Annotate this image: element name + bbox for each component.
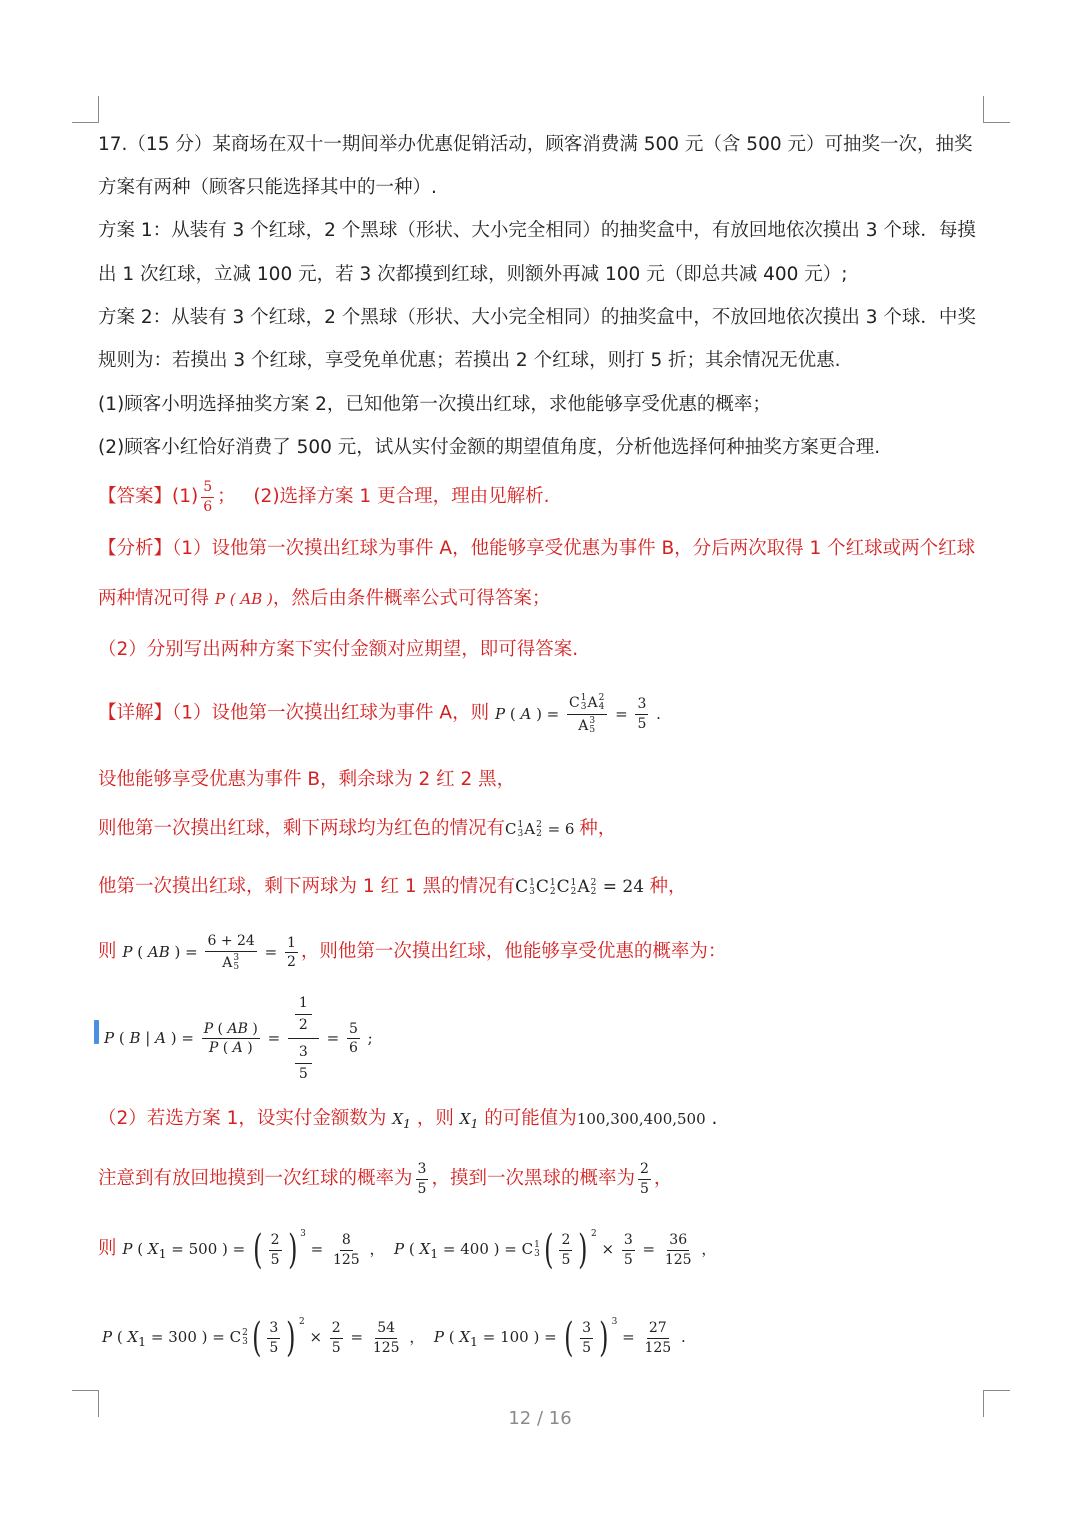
formula-count-red: C 1 3 A 2 2 = 6 <box>505 820 580 839</box>
detail-line: 则 P ( AB ) = 6 + 24 A 3 5 = $\frac{1}{2}$ ，则他第一次摸出红球，他能够享受优惠的概率为： <box>98 933 727 972</box>
detail-line <box>102 1315 686 1361</box>
question-2: (2)顾客小红恰好消费了 500 元，试从实付金额的期望值角度，分析他选择何种抽奖方案更合理. <box>98 437 881 458</box>
page-corner-mark <box>983 96 1010 123</box>
analysis-line: 两种情况可得 P ( AB )，然后由条件概率公式可得答案； <box>98 588 551 609</box>
detail-line: 则 P ( $X_1 = 500$ ) = ( $\frac{2}{5}$ ) $^3$ = $\frac{8}{125}$ ， P ( $X_1 = 400$ ) = C 1 3 ( $\frac{2}{5}$ ) $^2$ × $\frac{3}{5}$ = $\frac{36}{125}$ ， <box>98 1227 717 1273</box>
problem-line: 方案有两种（顾客只能选择其中的一种）. <box>98 177 437 198</box>
formula-p-a: P ( A ) = C 1 3 A 2 4 A 3 5 = $\frac{3}{5}$ . <box>494 693 661 735</box>
formula-conditional: P ( B | A ) = $\frac{P ( AB )}{P ( A )}$ = $\frac{\frac{1}{2}}{\frac{3}{5}}$ = $\frac{5}{6}$ ; <box>104 990 373 1088</box>
detail-label: 【详解】 <box>98 702 173 724</box>
detail-line: 【详解】（1）设他第一次摸出红球为事件 A，则 P ( A ) = C 1 3 A 2 4 A 3 5 = $\frac{3}{5}$ . <box>98 693 661 735</box>
formula-p-500: P ( $X_1 = 500$ ) = ( $\frac{2}{5}$ ) $^3$ = $\frac{8}{125}$ ， P ( $X_1 = 400$ ) = C 1 3 ( $\frac{2}{5}$ ) $^2$ × $\frac{3}{5}$ = $\frac{36}{125}$ ， <box>122 1227 717 1273</box>
formula-count-mixed: C 1 3 C 1 2 C 1 2 A 2 2 = 24 <box>515 877 650 897</box>
detail-line: 他第一次摸出红球，剩下两球为 1 红 1 黑的情况有C 1 3 C 1 2 C 1 2 A 2 2 = 24 种， <box>98 876 687 897</box>
formula-p-ab: P ( AB ) = 6 + 24 A 3 5 = $\frac{1}{2}$ <box>122 933 296 972</box>
formula-p-300: P ( $X_1 = 300$ ) = C 2 3 ( $\frac{3}{5}$ ) $^2$ × $\frac{2}{5}$ = $\frac{54}{125}$ ， P ( $X_1 = 100$ ) = ( $\frac{3}{5}$ ) $^3$ = $\frac{27}{125}$ . <box>102 1315 686 1361</box>
analysis-line: 【分析】（1）设他第一次摸出红球为事件 A，他能够享受优惠为事件 B，分后两次取得 1 个红球或两个红球 <box>98 538 976 559</box>
question-1: (1)顾客小明选择抽奖方案 2，已知他第一次摸出红球，求他能够享受优惠的概率； <box>98 394 771 415</box>
problem-line: 方案 2：从装有 3 个红球，2 个黑球（形状、大小完全相同）的抽奖盒中，不放回地依次摸出 3 个球．中奖 <box>98 307 976 328</box>
text-cursor <box>94 1020 99 1044</box>
problem-line: 出 1 次红球，立减 100 元，若 3 次都摸到红球，则额外再减 100 元（即总共减 400 元）; <box>98 264 848 285</box>
detail-line: 注意到有放回地摸到一次红球的概率为 $\frac{3}{5}$ ，摸到一次黑球的概率为 $\frac{2}{5}$ ， <box>98 1161 673 1197</box>
problem-line: 方案 1：从装有 3 个红球，2 个黑球（形状、大小完全相同）的抽奖盒中，有放回地依次摸出 3 个球．每摸 <box>98 220 976 241</box>
analysis-line: （2）分别写出两种方案下实付金额对应期望，即可得答案. <box>98 639 579 660</box>
answer-line: 【答案】(1) $\frac{5}{6}$ ； (2)选择方案 1 更合理，理由见解析. <box>98 479 550 515</box>
answer-label: 【答案】 <box>98 486 173 508</box>
analysis-label: 【分析】 <box>98 538 173 559</box>
problem-line: 17.（15 分）某商场在双十一期间举办优惠促销活动，顾客消费满 500 元（含 500 元）可抽奖一次，抽奖 <box>98 134 973 155</box>
page-corner-mark <box>72 96 99 123</box>
page-number: 12 / 16 <box>508 1408 572 1429</box>
problem-line: 规则为：若摸出 3 个红球，享受免单优惠；若摸出 2 个红球，则打 5 折；其余情况无优惠. <box>98 350 841 371</box>
detail-line: （2）若选方案 1，设实付金额数为 $X_1$ ，则 $X_1$ 的可能值为100,300,400,500 . <box>98 1108 718 1131</box>
detail-line: 设他能够享受优惠为事件 B，剩余球为 2 红 2 黑， <box>98 769 516 790</box>
answer-fraction: $\frac{5}{6}$ <box>203 479 213 515</box>
detail-line: 则他第一次摸出红球，剩下两球均为红色的情况有C 1 3 A 2 2 = 6 种， <box>98 818 617 839</box>
